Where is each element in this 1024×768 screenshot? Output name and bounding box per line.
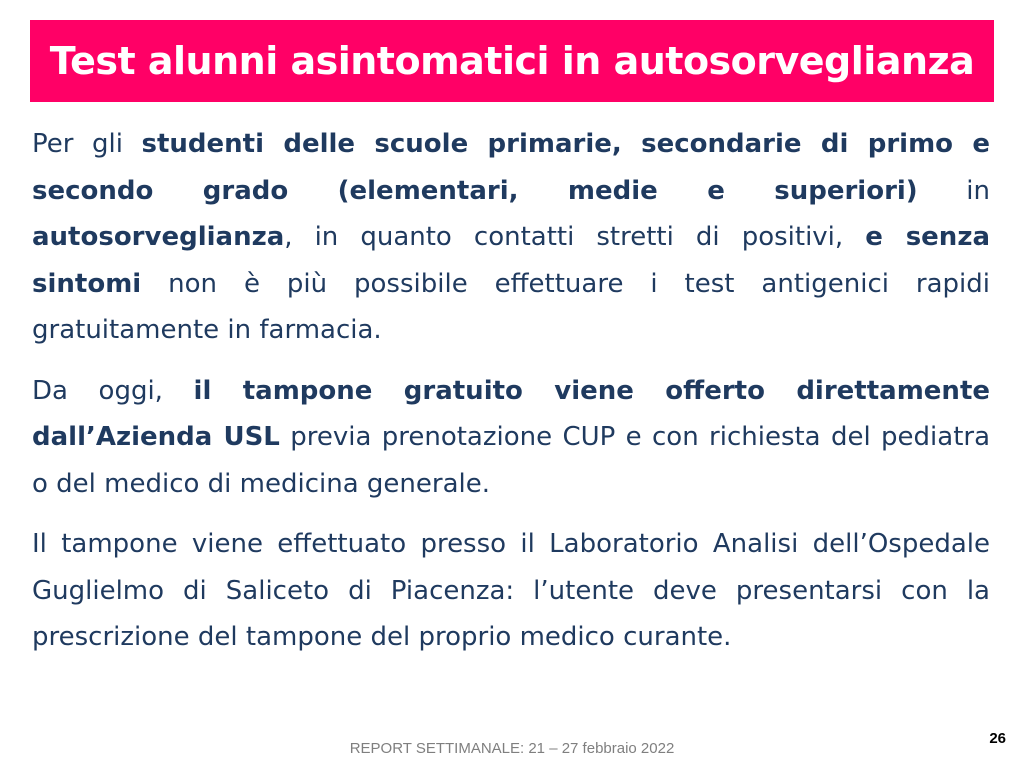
page-number: 26 <box>989 730 1006 747</box>
paragraph-text: in <box>917 175 991 206</box>
title-banner <box>30 20 994 102</box>
paragraph-bold-text: il tampone gratuito viene offerto direttamente dall’Azienda USL <box>32 375 991 452</box>
paragraph-text: Il tampone viene effettuato presso il Laboratorio Analisi dell’Ospedale Guglielmo di Saliceto di Piacenza: l’utente deve presentarsi con la prescrizione del tampone del proprio medico curante. <box>32 529 990 652</box>
paragraph-text: Da oggi, <box>32 375 194 406</box>
slide-title: Test alunni asintomatici in autosorveglianza <box>49 39 975 83</box>
paragraph-bold-text: studenti delle scuole primarie, secondarie di primo e secondo grado (elementari, medie e superiori) <box>32 129 991 206</box>
paragraph-text: non è più possibile effettuare i test antigenici rapidi gratuitamente in farmacia. <box>32 268 990 345</box>
paragraph-laboratory <box>32 521 990 661</box>
footer-report-label: REPORT SETTIMANALE: 21 – 27 febbraio 2022 <box>349 740 675 757</box>
paragraph-text: Per gli <box>32 129 142 159</box>
paragraph-students <box>32 121 990 354</box>
paragraph-bold-text: autosorveglianza <box>32 222 285 252</box>
paragraph-text: , in quanto contatti stretti di positivi, <box>284 222 866 252</box>
paragraph-free-swab <box>32 368 990 508</box>
paragraph-bold-text: e senza sintomi <box>32 222 990 299</box>
body-content <box>32 121 990 675</box>
paragraph-text: previa prenotazione CUP e con richiesta del pediatra o del medico di medicina generale. <box>32 422 991 499</box>
